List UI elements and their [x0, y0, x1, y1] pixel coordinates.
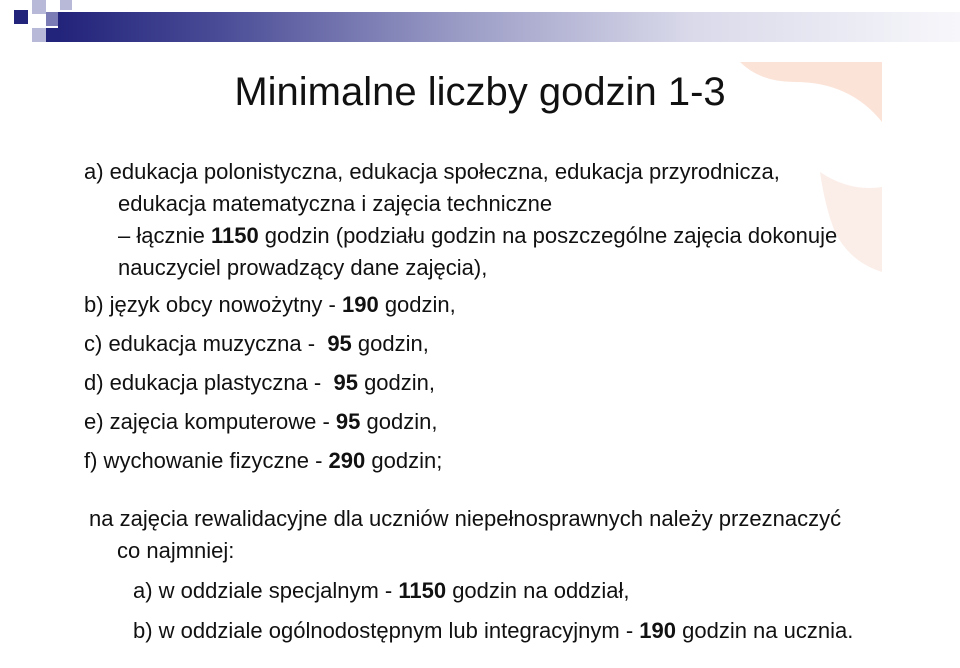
deco-square	[46, 12, 58, 26]
slide-content	[84, 156, 904, 655]
deco-square	[32, 0, 46, 14]
list-item: b) język obcy nowożytny - 190 godzin,	[84, 292, 456, 317]
slide-title: Minimalne liczby godzin 1-3	[234, 70, 726, 114]
list-item: a) w oddziale specjalnym - 1150 godzin na oddział,	[133, 578, 630, 603]
list-item: c) edukacja muzyczna - 95 godzin,	[84, 331, 429, 356]
deco-square	[14, 10, 28, 24]
list-item: d) edukacja plastyczna - 95 godzin,	[84, 370, 436, 395]
list-item: b) w oddziale ogólnodostępnym lub integracyjnym - 190 godzin na ucznia.	[133, 618, 854, 643]
deco-square	[60, 0, 72, 10]
hours-list	[84, 289, 904, 477]
list-item: f) wychowanie fizyczne - 290 godzin;	[84, 448, 443, 473]
list-item: e) zajęcia komputerowe - 95 godzin,	[84, 409, 438, 434]
header-decoration	[0, 0, 960, 60]
rewalidation-sublist	[89, 575, 904, 647]
deco-square	[32, 28, 46, 42]
deco-square	[46, 28, 58, 42]
list-item-a: a) edukacja polonistyczna, edukacja społeczna, edukacja przyrodnicza, edukacja matematyczna i zajęcia techniczne – łącznie 1150 godzin (podziału godzin na poszczególne zajęcia dokonuje nauczyciel prowadzący dane zajęcia),	[84, 159, 838, 280]
rewalidation-note: na zajęcia rewalidacyjne dla uczniów niepełnosprawnych należy przeznaczyć co najmniej: a) w oddziale specjalnym - 1150 godzin na oddział, b) w oddziale ogólnodostępnym lub integracyjnym - 190 godzin na ucznia.	[89, 503, 904, 647]
header-gradient-band	[58, 12, 960, 42]
